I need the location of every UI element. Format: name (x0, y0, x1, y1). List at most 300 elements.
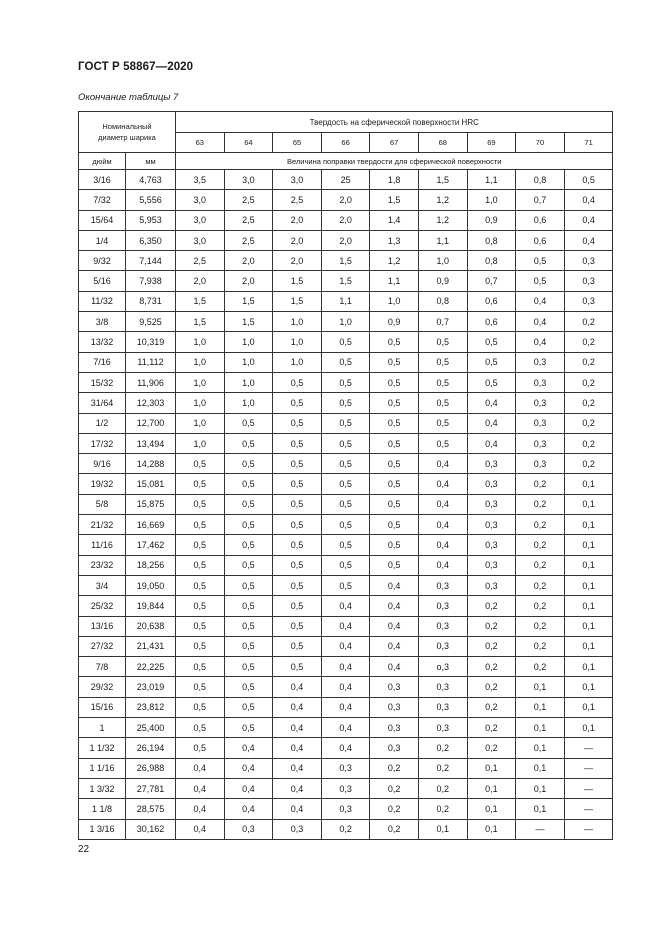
diameter-mm-cell: 30,162 (126, 819, 176, 839)
hardness-level-header: 66 (321, 133, 370, 153)
table-row (79, 515, 613, 535)
diameter-inch-cell: 1 1/8 (79, 799, 126, 819)
correction-value-cell: 0,4 (273, 758, 322, 778)
diameter-mm-cell: 27,781 (126, 778, 176, 798)
unit-mm-header: мм (126, 153, 176, 170)
correction-value-cell: 0,5 (176, 535, 225, 555)
diameter-inch-cell: 3/4 (79, 575, 126, 595)
correction-value-cell: 1,2 (418, 210, 467, 230)
correction-value-cell: 0,3 (418, 575, 467, 595)
correction-value-cell: о,3 (418, 657, 467, 677)
diameter-inch-cell: 3/16 (79, 170, 126, 190)
correction-value-cell: 0,5 (273, 515, 322, 535)
correction-value-cell: 0,2 (321, 819, 370, 839)
diameter-inch-cell: 17/32 (79, 433, 126, 453)
correction-value-cell: 0,3 (516, 413, 565, 433)
correction-value-cell: 1,1 (321, 291, 370, 311)
correction-value-cell: 0,2 (418, 738, 467, 758)
correction-value-cell: 0,3 (467, 454, 516, 474)
correction-value-cell: 0,3 (370, 738, 419, 758)
correction-value-cell: 0,5 (224, 718, 273, 738)
correction-value-cell: 0,5 (224, 494, 273, 514)
correction-value-cell: 0,5 (370, 393, 419, 413)
correction-value-cell: 0,3 (467, 515, 516, 535)
table-row (79, 454, 613, 474)
correction-value-cell: 0,5 (321, 433, 370, 453)
correction-value-cell: 1,5 (321, 251, 370, 271)
correction-value-cell: 1,0 (273, 352, 322, 372)
correction-value-cell: 0,1 (467, 778, 516, 798)
hardness-level-header: 69 (467, 133, 516, 153)
correction-value-cell: 0,2 (516, 636, 565, 656)
correction-value-cell: 0,6 (467, 312, 516, 332)
diameter-mm-cell: 21,431 (126, 636, 176, 656)
correction-value-cell: 0,5 (176, 616, 225, 636)
correction-value-cell: 0,5 (224, 616, 273, 636)
correction-value-cell: 0,5 (273, 555, 322, 575)
correction-value-cell: 0,2 (516, 535, 565, 555)
correction-value-cell: 0,4 (321, 616, 370, 636)
correction-value-cell: 0,7 (516, 190, 565, 210)
hardness-correction-table (78, 111, 613, 840)
correction-value-cell: 2,5 (224, 210, 273, 230)
correction-value-cell: 0,1 (564, 697, 613, 717)
diameter-mm-cell: 4,763 (126, 170, 176, 190)
correction-value-cell: 0,4 (564, 210, 613, 230)
table-caption: Окончание таблицы 7 (78, 92, 179, 103)
correction-value-cell: 0,3 (564, 251, 613, 271)
correction-value-cell: 0,5 (418, 352, 467, 372)
hardness-level-header: 67 (370, 133, 419, 153)
correction-value-cell: 0,2 (516, 657, 565, 677)
correction-value-cell: 0,5 (321, 494, 370, 514)
correction-value-cell: 0,2 (370, 778, 419, 798)
correction-value-cell: 0,2 (467, 718, 516, 738)
correction-value-cell: 0,5 (418, 413, 467, 433)
diameter-inch-cell: 9/32 (79, 251, 126, 271)
correction-value-cell: — (564, 778, 613, 798)
correction-value-cell: 0,2 (564, 454, 613, 474)
correction-value-cell: 1,4 (370, 210, 419, 230)
correction-value-cell: 0,5 (467, 352, 516, 372)
correction-value-cell: 0,3 (370, 718, 419, 738)
correction-value-cell: 0,4 (564, 190, 613, 210)
correction-value-cell: 0,5 (224, 555, 273, 575)
hardness-level-header: 70 (516, 133, 565, 153)
correction-value-cell: — (564, 738, 613, 758)
table-row (79, 697, 613, 717)
diameter-mm-cell: 8,731 (126, 291, 176, 311)
correction-value-cell: 0,5 (321, 393, 370, 413)
correction-value-cell: 0,8 (467, 251, 516, 271)
correction-value-cell: 0,5 (467, 332, 516, 352)
diameter-mm-cell: 9,525 (126, 312, 176, 332)
diameter-mm-cell: 26,988 (126, 758, 176, 778)
correction-value-cell: 0,3 (370, 677, 419, 697)
correction-value-cell: 0,5 (321, 413, 370, 433)
correction-value-cell: 0,4 (370, 575, 419, 595)
correction-value-cell: 3,0 (176, 230, 225, 250)
correction-value-cell: 0,3 (467, 535, 516, 555)
correction-value-cell: 0,4 (224, 758, 273, 778)
correction-value-cell: 0,3 (418, 697, 467, 717)
diameter-inch-cell: 1/4 (79, 230, 126, 250)
nominal-diameter-header-line2: диаметр шарика (98, 133, 156, 142)
correction-value-cell: 0,1 (564, 677, 613, 697)
table-row (79, 555, 613, 575)
table-row (79, 799, 613, 819)
correction-value-cell: 0,5 (321, 352, 370, 372)
correction-value-cell: 0,5 (321, 535, 370, 555)
correction-value-cell: 0,5 (321, 332, 370, 352)
correction-value-cell: 0,1 (564, 555, 613, 575)
correction-value-cell: 2,5 (273, 190, 322, 210)
correction-value-cell: 0,5 (516, 251, 565, 271)
correction-value-cell: 0,4 (370, 636, 419, 656)
correction-value-cell: 0,5 (176, 697, 225, 717)
correction-value-cell: 0,5 (176, 555, 225, 575)
correction-value-cell: 1,0 (224, 393, 273, 413)
correction-value-cell: 0,5 (176, 677, 225, 697)
correction-value-cell: 0,5 (224, 596, 273, 616)
diameter-inch-cell: 11/16 (79, 535, 126, 555)
table-row (79, 312, 613, 332)
correction-value-cell: 0,1 (516, 778, 565, 798)
diameter-inch-cell: 15/16 (79, 697, 126, 717)
diameter-mm-cell: 26,194 (126, 738, 176, 758)
correction-value-cell: 1,0 (176, 393, 225, 413)
correction-value-cell: 1,0 (418, 251, 467, 271)
correction-value-cell: 0,5 (370, 535, 419, 555)
correction-value-cell: 0,4 (418, 494, 467, 514)
table-row (79, 575, 613, 595)
diameter-mm-cell: 25,400 (126, 718, 176, 738)
correction-value-cell: 0,5 (224, 636, 273, 656)
table-row (79, 718, 613, 738)
correction-value-cell: 0,1 (564, 494, 613, 514)
table-row (79, 758, 613, 778)
correction-value-cell: 0,3 (321, 799, 370, 819)
correction-value-cell: 0,5 (224, 677, 273, 697)
diameter-mm-cell: 19,844 (126, 596, 176, 616)
correction-value-cell: 1,3 (370, 230, 419, 250)
correction-value-cell: 0,2 (516, 596, 565, 616)
correction-value-cell: 0,4 (176, 799, 225, 819)
correction-value-cell: 0,8 (467, 230, 516, 250)
correction-value-cell: 0,3 (418, 596, 467, 616)
correction-value-cell: 1,8 (370, 170, 419, 190)
table-row (79, 372, 613, 392)
table-row (79, 332, 613, 352)
correction-value-cell: 0,5 (273, 372, 322, 392)
correction-value-cell: 0,4 (418, 474, 467, 494)
unit-inch-header: дюйм (79, 153, 126, 170)
correction-value-cell: 0,5 (224, 657, 273, 677)
correction-value-cell: 0,5 (370, 352, 419, 372)
diameter-inch-cell: 7/8 (79, 657, 126, 677)
diameter-mm-cell: 15,081 (126, 474, 176, 494)
correction-value-cell: 1,5 (418, 170, 467, 190)
correction-value-cell: 0,5 (224, 575, 273, 595)
correction-value-cell: 1,2 (370, 251, 419, 271)
correction-value-cell: 0,5 (273, 454, 322, 474)
diameter-mm-cell: 11,906 (126, 372, 176, 392)
correction-header: Величина поправки твердости для сферической поверхности (176, 153, 613, 170)
diameter-inch-cell: 1 3/32 (79, 778, 126, 798)
correction-value-cell: 0,3 (564, 271, 613, 291)
correction-value-cell: 0,4 (273, 778, 322, 798)
correction-value-cell: 0,5 (176, 718, 225, 738)
correction-value-cell: 3,0 (224, 170, 273, 190)
diameter-mm-cell: 19,050 (126, 575, 176, 595)
correction-value-cell: 0,5 (516, 271, 565, 291)
correction-value-cell: 0,5 (224, 697, 273, 717)
correction-value-cell: 0,2 (370, 819, 419, 839)
correction-value-cell: 0,3 (467, 494, 516, 514)
correction-value-cell: 0,5 (370, 433, 419, 453)
correction-value-cell: 0,5 (224, 474, 273, 494)
diameter-mm-cell: 12,700 (126, 413, 176, 433)
correction-value-cell: 0,1 (564, 636, 613, 656)
correction-value-cell: 0,1 (467, 819, 516, 839)
diameter-mm-cell: 22,225 (126, 657, 176, 677)
diameter-mm-cell: 15,875 (126, 494, 176, 514)
table-row (79, 494, 613, 514)
correction-value-cell: 0,4 (370, 616, 419, 636)
correction-value-cell: 0,4 (418, 515, 467, 535)
correction-value-cell: 0,2 (467, 657, 516, 677)
correction-value-cell: 1,0 (176, 352, 225, 372)
correction-value-cell: 0,9 (370, 312, 419, 332)
correction-value-cell: 1,0 (224, 332, 273, 352)
diameter-inch-cell: 15/64 (79, 210, 126, 230)
correction-value-cell: 0,2 (467, 697, 516, 717)
diameter-inch-cell: 1 1/16 (79, 758, 126, 778)
table-row (79, 251, 613, 271)
table-row (79, 474, 613, 494)
correction-value-cell: 0,3 (321, 778, 370, 798)
correction-value-cell: 0,5 (176, 657, 225, 677)
correction-value-cell: 0,4 (321, 657, 370, 677)
nominal-diameter-header (79, 112, 176, 153)
correction-value-cell: 0,1 (516, 799, 565, 819)
diameter-inch-cell: 25/32 (79, 596, 126, 616)
diameter-inch-cell: 15/32 (79, 372, 126, 392)
correction-value-cell: 0,4 (321, 596, 370, 616)
correction-value-cell: 0,1 (467, 799, 516, 819)
hardness-level-header: 68 (418, 133, 467, 153)
correction-value-cell: 0,3 (370, 697, 419, 717)
correction-value-cell: 1,0 (176, 413, 225, 433)
correction-value-cell: 0,4 (224, 738, 273, 758)
correction-value-cell: 0,4 (321, 718, 370, 738)
correction-value-cell: 0,5 (564, 170, 613, 190)
correction-value-cell: 2,0 (273, 230, 322, 250)
correction-value-cell: 0,3 (224, 819, 273, 839)
correction-value-cell: 0,4 (273, 697, 322, 717)
correction-value-cell: 2,0 (224, 251, 273, 271)
correction-value-cell: 0,2 (516, 616, 565, 636)
correction-value-cell: 0,2 (564, 352, 613, 372)
correction-value-cell: 1,2 (418, 190, 467, 210)
correction-value-cell: 0,2 (467, 596, 516, 616)
correction-value-cell: 1,1 (418, 230, 467, 250)
correction-value-cell: 2,0 (176, 271, 225, 291)
correction-value-cell: — (516, 819, 565, 839)
correction-value-cell: 0,7 (418, 312, 467, 332)
correction-value-cell: 0,3 (321, 758, 370, 778)
correction-value-cell: 2,5 (176, 251, 225, 271)
hardness-header: Твердость на сферической поверхности HRC (176, 112, 613, 133)
correction-value-cell: 0,4 (564, 230, 613, 250)
diameter-mm-cell: 17,462 (126, 535, 176, 555)
page-number: 22 (78, 844, 90, 855)
correction-value-cell: 0,1 (564, 575, 613, 595)
correction-value-cell: 2,0 (273, 251, 322, 271)
correction-value-cell: 1,5 (321, 271, 370, 291)
correction-value-cell: 0,5 (370, 555, 419, 575)
table-row (79, 596, 613, 616)
correction-value-cell: 0,1 (564, 474, 613, 494)
table-row (79, 819, 613, 839)
correction-value-cell: 0,8 (418, 291, 467, 311)
correction-value-cell: 0,2 (564, 372, 613, 392)
correction-value-cell: 0,4 (321, 636, 370, 656)
correction-value-cell: 0,2 (467, 616, 516, 636)
table-row (79, 636, 613, 656)
diameter-inch-cell: 5/16 (79, 271, 126, 291)
correction-value-cell: 0,3 (516, 393, 565, 413)
correction-value-cell: 0,1 (467, 758, 516, 778)
table-row (79, 657, 613, 677)
correction-value-cell: 0,4 (467, 413, 516, 433)
table-row (79, 190, 613, 210)
diameter-mm-cell: 12,303 (126, 393, 176, 413)
diameter-mm-cell: 11,112 (126, 352, 176, 372)
diameter-inch-cell: 7/16 (79, 352, 126, 372)
correction-value-cell: 0,1 (564, 596, 613, 616)
correction-value-cell: 0,4 (273, 738, 322, 758)
correction-value-cell: 2,0 (224, 271, 273, 291)
correction-value-cell: 0,5 (370, 332, 419, 352)
correction-value-cell: 0,5 (418, 332, 467, 352)
correction-value-cell: 25 (321, 170, 370, 190)
correction-value-cell: 1,5 (176, 291, 225, 311)
correction-value-cell: 0,2 (418, 799, 467, 819)
diameter-inch-cell: 1 3/16 (79, 819, 126, 839)
table-row (79, 535, 613, 555)
correction-value-cell: 0,4 (516, 332, 565, 352)
correction-value-cell: 1,5 (273, 271, 322, 291)
correction-value-cell: 0,5 (321, 555, 370, 575)
correction-value-cell: 0,1 (564, 616, 613, 636)
correction-value-cell: 1,1 (370, 271, 419, 291)
correction-value-cell: 1,0 (273, 312, 322, 332)
correction-value-cell: 0,1 (516, 758, 565, 778)
correction-value-cell: 0,3 (516, 433, 565, 453)
correction-value-cell: 0,5 (370, 413, 419, 433)
correction-value-cell: 0,5 (273, 494, 322, 514)
correction-value-cell: 0,4 (418, 555, 467, 575)
correction-value-cell: 0,5 (273, 596, 322, 616)
correction-value-cell: 0,4 (224, 799, 273, 819)
correction-value-cell: 0,4 (224, 778, 273, 798)
correction-value-cell: 0,2 (467, 677, 516, 697)
correction-value-cell: 0,5 (273, 393, 322, 413)
correction-value-cell: 1,0 (321, 312, 370, 332)
correction-value-cell: 0,5 (224, 515, 273, 535)
diameter-mm-cell: 10,319 (126, 332, 176, 352)
correction-value-cell: 0,5 (273, 474, 322, 494)
correction-value-cell: 1,5 (224, 291, 273, 311)
correction-value-cell: 0,6 (467, 291, 516, 311)
table-row (79, 352, 613, 372)
correction-value-cell: 0,1 (516, 697, 565, 717)
correction-value-cell: 0,5 (321, 372, 370, 392)
correction-value-cell: 0,2 (516, 474, 565, 494)
correction-value-cell: — (564, 799, 613, 819)
correction-value-cell: 2,5 (224, 230, 273, 250)
diameter-inch-cell: 1/2 (79, 413, 126, 433)
document-header: ГОСТ Р 58867—2020 (78, 61, 194, 73)
correction-value-cell: 0,1 (564, 657, 613, 677)
correction-value-cell: 1,1 (467, 170, 516, 190)
correction-value-cell: 0,5 (176, 515, 225, 535)
correction-value-cell: 0,4 (516, 312, 565, 332)
correction-value-cell: 0,1 (564, 515, 613, 535)
correction-value-cell: 0,5 (467, 372, 516, 392)
correction-value-cell: 0,3 (516, 372, 565, 392)
correction-value-cell: 0,5 (176, 596, 225, 616)
correction-value-cell: 0,1 (516, 718, 565, 738)
correction-value-cell: 0,4 (418, 535, 467, 555)
correction-value-cell: 0,2 (370, 799, 419, 819)
diameter-inch-cell: 3/8 (79, 312, 126, 332)
table-row (79, 170, 613, 190)
correction-value-cell: 1,5 (176, 312, 225, 332)
correction-value-cell: 0,5 (176, 494, 225, 514)
correction-value-cell: 0,5 (224, 433, 273, 453)
correction-value-cell: — (564, 758, 613, 778)
correction-value-cell: 0,3 (467, 474, 516, 494)
correction-value-cell: 2,0 (321, 230, 370, 250)
table-row (79, 210, 613, 230)
table-row (79, 778, 613, 798)
table-row (79, 616, 613, 636)
correction-value-cell: 2,5 (224, 190, 273, 210)
correction-value-cell: 2,0 (321, 210, 370, 230)
correction-value-cell: 0,5 (224, 413, 273, 433)
diameter-inch-cell: 19/32 (79, 474, 126, 494)
correction-value-cell: 1,0 (176, 433, 225, 453)
correction-value-cell: 0,3 (273, 819, 322, 839)
correction-value-cell: 0,5 (176, 636, 225, 656)
correction-value-cell: 0,5 (224, 535, 273, 555)
correction-value-cell: 0,2 (564, 312, 613, 332)
correction-value-cell: 0,3 (467, 575, 516, 595)
correction-value-cell: 0,4 (418, 454, 467, 474)
diameter-mm-cell: 28,575 (126, 799, 176, 819)
correction-value-cell: 0,4 (321, 677, 370, 697)
correction-value-cell: 0,2 (564, 393, 613, 413)
table-row (79, 271, 613, 291)
table-row (79, 433, 613, 453)
diameter-mm-cell: 5,953 (126, 210, 176, 230)
correction-value-cell: 0,5 (273, 616, 322, 636)
diameter-mm-cell: 7,938 (126, 271, 176, 291)
correction-value-cell: 0,5 (321, 575, 370, 595)
correction-value-cell: 2,0 (321, 190, 370, 210)
